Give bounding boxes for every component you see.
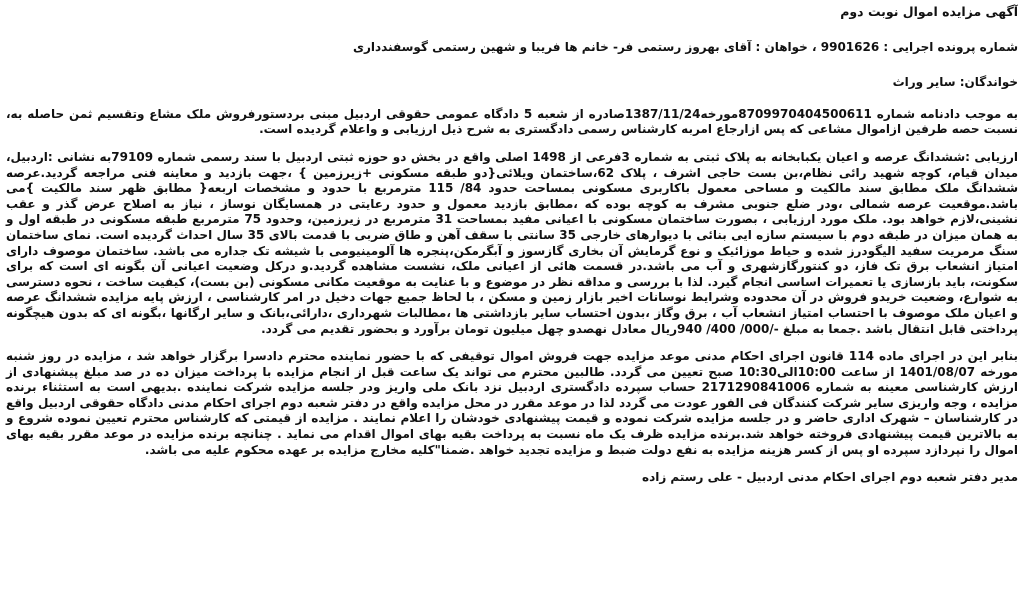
auction-terms-paragraph: بنابر این در اجرای ماده 114 قانون اجرای احکام مدنی موعد مزایده جهت فروش اموال توقیفی که با حضور نماینده محترم دادسرا برگزار خواهد شد ، مزایده در روز شنبه مورخه 1401/08/07 از ساعت 10:00الی10:30 صبح تعیین می گردد. طالبین محترم می تواند یک ساعت قبل از انجام مزایده با پرداخت میزان ده در صد مبلغ پیشنهادی از ارزش کارشناسی معینه به شماره 2171290841006 حساب سپرده دادگستری اردبیل نزد بانک ملی واریز ودر جلسه مزایده شرکت نماینده .بدیهی است به استثناء برنده مزایده ، وجه واریزی سایر شرکت کنندگان فی الفور عودت می گردد لذا در موعد مقرر در محل مزایده واقع در دفتر شعبه دوم اجرای احکام مدنی دادگاه حقوقی اردبیل واقع در کارشناسان – شهرک اداری حاضر و در جلسه مزایده شرکت نموده و قیمت پیشنهادی خودشان را اعلام نمایند . مزایده از قیمتی که کارشناس محترم تعیین نموده شروع و به بالاترین قیمت پیشنهادی فروخته خواهد شد.برنده مزایده ظرف یک ماه نسبت به پرداخت بقیه بهای اموال اقدام می نماید . چنانچه برنده مزایده در موعد مقرر بقیه بهای اموال را نپردازد سپرده او پس از کسر هزینه مزایده به نفع دولت ضبط و مزایده تجدید خواهد .ضمنا"کلیه مخارج مزایده بر عهده محکوم علیه می باشد. bbox=[6, 349, 1019, 457]
appraisal-paragraph: ارزیابی :ششدانگ عرصه و اعیان یکبابخانه به پلاک ثبتی به شماره 3فرعی از 1498 اصلی واقع در بخش دو حوزه ثبتی اردبیل با سند رسمی شماره 79109به نشانی :اردبیل، میدان قیام، کوچه شهید رائی نظام،بن بست حاجی اشرف ، پلاک 62،ساختمان ویلائی{دو طبقه مسکونی +زیرزمین } ،جهت بازدید و معاینه فنی مراجعه گردید.عرصه ششدانگ ملک مطابق سند مالکیت و مساحی معمول باکاربری مسکونی بمساحت حدود 84/ 115 مترمربع با حدود و مشخصات اربعه{ مطابق ظهر سند مالکیت }می باشد.موقعیت عرصه شمالی ،ودر ضلع جنوبی مشرف به کوچه بوده که ،مطابق بازدید معمول و حدود رعایتی در همسایگان نوساز ، نیاز به اصلاح عرض گذر و عقب نشینی،لازم خواهد بود. ملک مورد ارزیابی ، بصورت ساختمان مسکونی با اعیانی مفید بمساحت 31 مترمربع در زیرزمین، وحدود 75 مترمربع طبقه مسکونی در طبقه اول و به همان میزان در طبقه دوم با سیستم سازه ایی بنائی با دیوارهای خارجی 35 سانتی با سقف آهن و طاق ضربی با قدمت بالای 35 سال احداث گردیده است. نمای ساختمان سنگ مرمریت سفید الیگودرز شده و حیاط موزائیک و نوع گرمایش آن بخاری گازسوز و آبگرمکن،پنجره ها آلومینیومی با شیشه تک جداره می باشد. ساختمان موصوف دارای امتیاز انشعاب برق تک فاز، دو کنتورگازشهری و آب می باشد.در قسمت هائی از اعیانی ملک، نشست مشاهده گردید.و درکل وضعیت اعیانی آن بگونه ای است که برای سکونت، باید بازسازی یا تعمیرات اساسی انجام گیرد. لذا با بررسی و مداقه نظر در موضوع و با عنایت به موقعیت مکانی مسکونی (بن بست)، کیفیت ساخت ، نحوه دسترسی به شوارع، وضعیت خریدو فروش در آن محدوده وشرایط نوسانات اخیر بازار زمین و مسکن ، با لحاظ جمیع جهات دخیل در امر کارشناسی ، ارزش پایه مزایده ششدانگ عرصه و اعیان ملک موصوف با احتساب امتیاز انشعاب آب ، برق وگاز ،بدون احتساب سایر بازداشتی ها ،مطالبات شهرداری ،دارائی،بانک و سایر ارگانها ،بگونه ای که بدون هیچگونه پرداختی قابل انتقال باشد .جمعا به مبلغ -/000/ 400/ 940ریال معادل نهصدو چهل میلیون تومان برآورد و بحضور تقدیم می گردد. bbox=[6, 149, 1019, 336]
file-number-line: شماره پرونده اجرایی : 9901626 ، خواهان : آقای بهروز رستمی فر- خانم ها فریبا و شهین رستمی گوسفندداری bbox=[352, 39, 1018, 54]
auction-notice-page bbox=[6, 4, 1018, 588]
signature-line: مدیر دفتر شعبه دوم اجرای احکام مدنی اردبیل - علی رستم زاده bbox=[641, 470, 1018, 485]
ruling-paragraph: به موجب دادنامه شماره 8709970404500611مورخه1387/11/24صادره از شعبه 5 دادگاه عمومی حقوقی اردبیل مبنی بردستورفروش ملک مشاع وتقسیم ثمن حاصله به، نسبت حصه طرفین ازاموال مشاعی که پس ازارجاع امربه کارشناس رسمی دادگستری به شرح ذیل ارزیابی و واعلام گردیده است. bbox=[6, 106, 1018, 137]
notice-title: آگهی مزایده اموال نوبت دوم bbox=[840, 4, 1018, 19]
defendants-line: خواندگان: سایر وراث bbox=[892, 75, 1018, 90]
